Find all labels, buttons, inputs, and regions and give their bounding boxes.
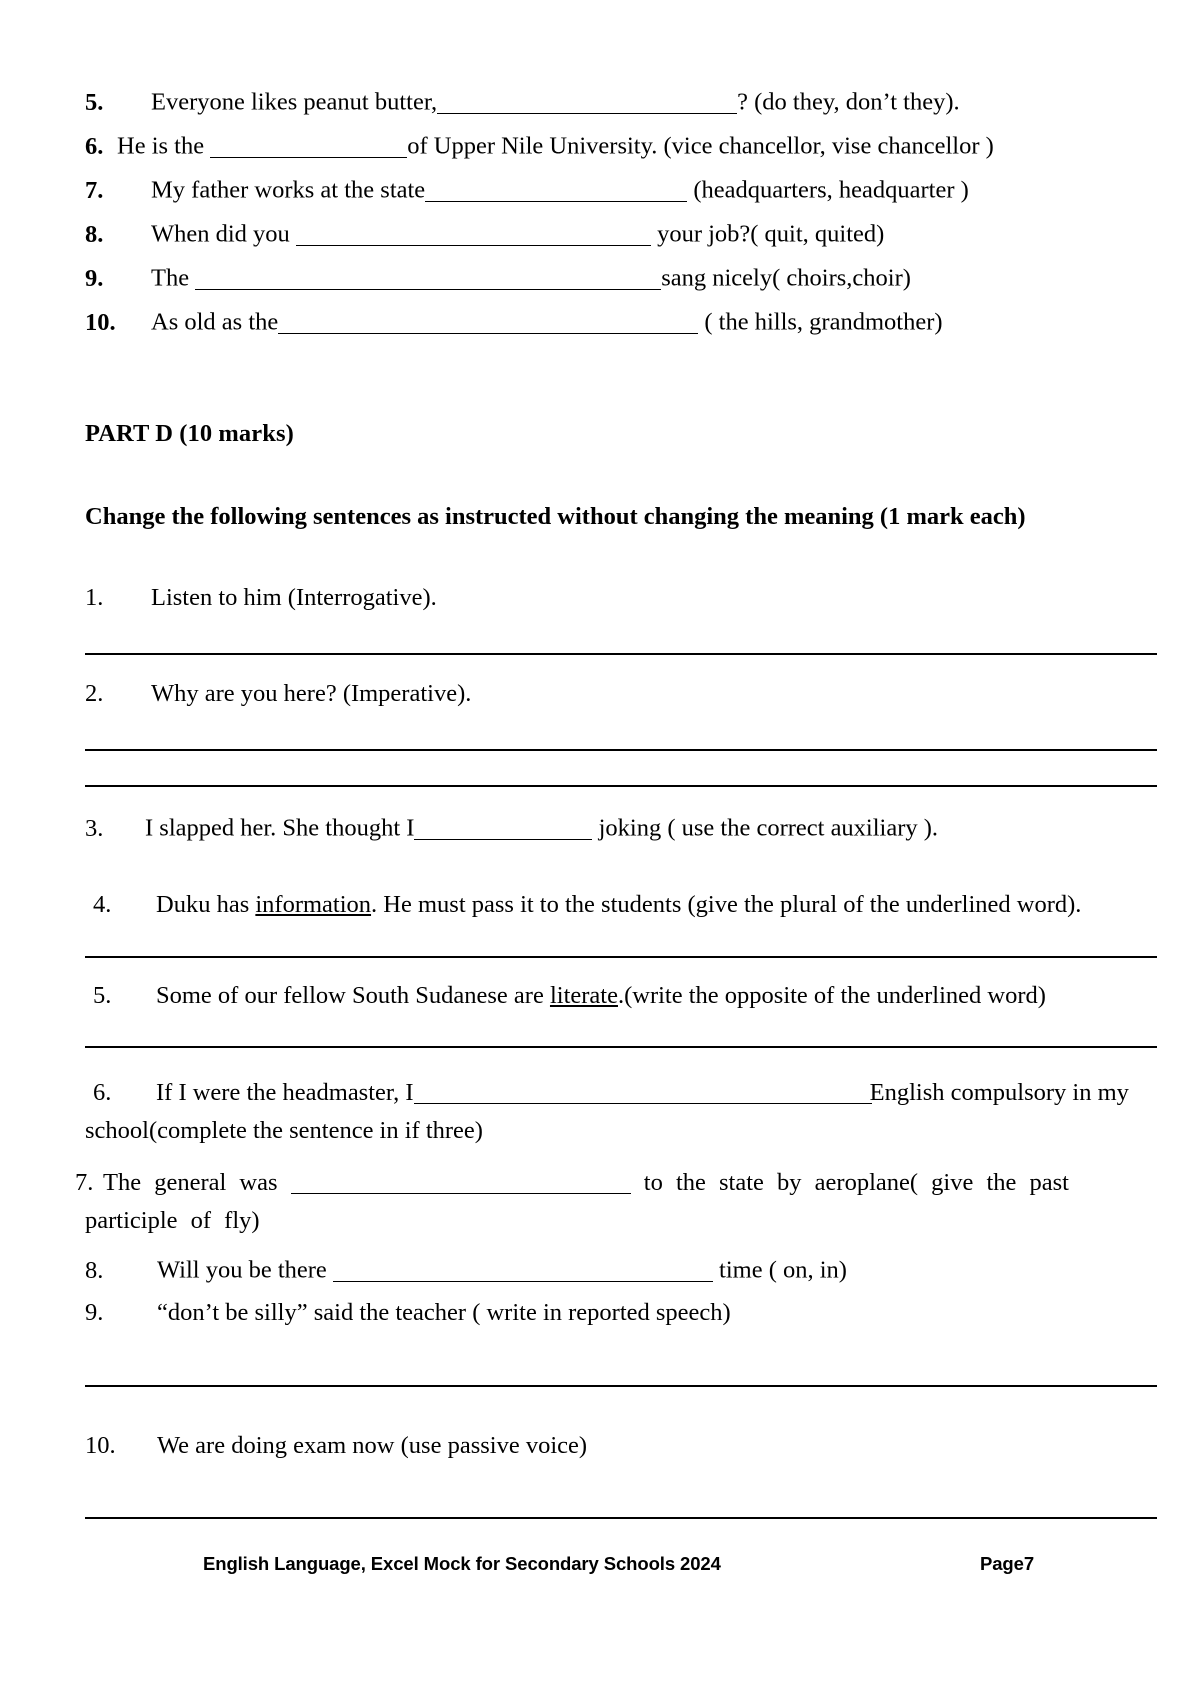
question-number: 1. (85, 584, 104, 612)
question-item (85, 88, 1160, 115)
question-item (85, 1256, 1160, 1285)
question-number: 8. (85, 1257, 104, 1285)
question-number: 7. (85, 176, 104, 204)
question-number: 9. (85, 1299, 104, 1327)
footer-left-text: English Language, Excel Mock for Secondary Schools 2024 (203, 1553, 721, 1574)
question-body (151, 264, 1160, 291)
question-number: 10. (85, 308, 116, 336)
question-item (85, 264, 1160, 291)
question-body (157, 1256, 1160, 1285)
question-number: 7. (75, 1169, 94, 1197)
answer-line[interactable] (85, 1046, 1157, 1048)
question-text-pre: The general was (103, 1169, 291, 1197)
question-text-pre: The (151, 264, 196, 292)
question-item (85, 1074, 1160, 1150)
question-item (85, 680, 1160, 708)
question-text: We are doing exam now (use passive voice) (157, 1431, 588, 1459)
question-number: 10. (85, 1431, 116, 1459)
question-text-post: .(write the opposite of the underlined word) (617, 981, 1046, 1009)
underlined-word: literate (549, 981, 618, 1009)
question-body (151, 176, 1160, 203)
answer-blank[interactable] (414, 1079, 872, 1105)
question-text-post: (headquarters, headquarter ) (687, 176, 969, 204)
answer-blank[interactable] (278, 308, 698, 334)
question-item (85, 1299, 1160, 1327)
question-number: 2. (85, 679, 104, 707)
answer-line[interactable] (85, 653, 1157, 655)
question-body (85, 1169, 1069, 1234)
part-d-heading: PART D (10 marks) (85, 420, 294, 448)
question-text-post: to the state by aeroplane( give the past participle of fly) (85, 1169, 1069, 1235)
answer-blank[interactable] (291, 1168, 631, 1194)
question-item (85, 814, 1160, 843)
question-text-pre: Duku has (156, 891, 256, 919)
question-item (85, 176, 1160, 203)
question-text-pre: Everyone likes peanut butter, (151, 88, 438, 116)
question-text-pre: As old as the (151, 308, 279, 336)
question-item (85, 1432, 1160, 1460)
answer-blank[interactable] (437, 88, 737, 114)
question-number: 6. (85, 132, 104, 160)
question-body (151, 220, 1160, 247)
answer-line[interactable] (85, 1385, 1157, 1387)
question-number: 3. (85, 814, 104, 842)
answer-blank[interactable] (195, 264, 661, 290)
question-item (85, 132, 1160, 159)
answer-line[interactable] (85, 785, 1157, 787)
question-text-post: time ( on, in) (712, 1257, 847, 1285)
part-d-instruction: Change the following sentences as instructed without changing the meaning (1 mark each) (85, 503, 1026, 531)
question-text: Why are you here? (Imperative). (151, 679, 472, 707)
question-body (156, 891, 1160, 919)
question-text-pre: He is the (117, 132, 211, 160)
question-text-post: . He must pass it to the students (give the plural of the underlined word). (371, 891, 1082, 919)
answer-blank[interactable] (296, 220, 651, 246)
question-item (75, 1164, 1160, 1240)
question-text: Listen to him (Interrogative). (151, 584, 437, 612)
question-body (117, 132, 1160, 159)
answer-blank[interactable] (414, 814, 592, 840)
question-number: 5. (85, 88, 104, 116)
question-body (151, 88, 1160, 115)
question-item (85, 584, 1160, 612)
question-body (156, 982, 1160, 1010)
question-text-post: ? (do they, don’t they). (737, 88, 960, 116)
question-text-post: ( the hills, grandmother) (698, 308, 943, 336)
answer-blank[interactable] (210, 132, 407, 158)
question-text-pre: Some of our fellow South Sudanese are (156, 981, 550, 1009)
answer-blank[interactable] (333, 1256, 713, 1282)
question-number: 5. (93, 981, 112, 1009)
question-text: “don’t be silly” said the teacher ( write in reported speech) (157, 1299, 731, 1327)
answer-blank[interactable] (425, 176, 687, 202)
question-text-pre: When did you (151, 220, 296, 248)
question-item (85, 308, 1160, 335)
answer-line[interactable] (85, 749, 1157, 751)
question-text-pre: I slapped her. She thought I (145, 814, 415, 842)
question-number: 8. (85, 220, 104, 248)
question-text-post: sang nicely( choirs,choir) (661, 264, 911, 292)
question-number: 4. (93, 891, 112, 919)
question-body (145, 814, 1160, 843)
question-item (85, 982, 1160, 1010)
question-text-pre: My father works at the state (151, 176, 426, 204)
question-number: 9. (85, 264, 104, 292)
question-text-post: your job?( quit, quited) (650, 220, 885, 248)
question-number: 6. (93, 1079, 112, 1107)
part-c-continued-block (85, 0, 1160, 335)
question-text-pre: Will you be there (157, 1257, 333, 1285)
footer-page-number: Page7 (980, 1553, 1035, 1574)
question-body (151, 308, 1160, 335)
question-text-post: English compulsory in my school(complete the sentence in if three) (85, 1079, 1129, 1145)
question-item (85, 891, 1160, 919)
question-text-post: of Upper Nile University. (vice chancellor, vise chancellor ) (407, 132, 994, 160)
underlined-word: information (255, 891, 372, 919)
question-item (85, 220, 1160, 247)
question-text-post: joking ( use the correct auxiliary ). (592, 814, 939, 842)
page-content (75, 0, 1160, 1519)
answer-line[interactable] (85, 1517, 1157, 1519)
question-text-pre: If I were the headmaster, I (156, 1079, 414, 1107)
answer-line[interactable] (85, 956, 1157, 958)
